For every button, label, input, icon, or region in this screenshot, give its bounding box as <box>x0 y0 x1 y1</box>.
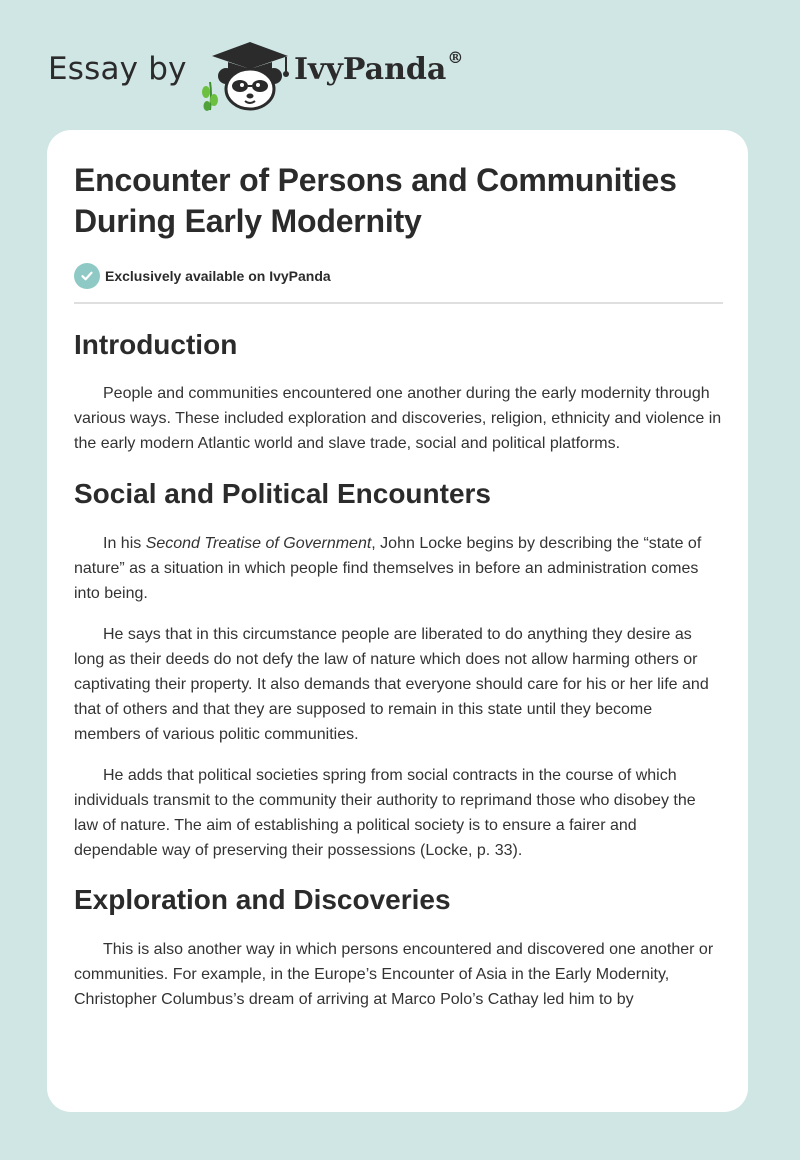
paragraph-text: , John Locke begins by describing the “state of nature” as a situation in which people find themselves in before an administration comes into being. <box>74 535 702 602</box>
book-title: Second Treatise of Government <box>145 535 372 552</box>
paragraph <box>74 531 723 606</box>
brand-name-text: IvyPanda <box>294 52 447 87</box>
paragraph-text: In his <box>103 535 146 552</box>
brand-name <box>294 48 464 87</box>
paragraph: People and communities encountered one another during the early modernity through various ways. These included exploration and discoveries, religion, ethnicity and violence in the early modern Atlantic world and slave trade, social and political platforms. <box>74 385 722 452</box>
paragraph: This is also another way in which persons encountered and discovered one another or communities. For example, in the Europe’s Encounter of Asia in the Early Modernity, Christopher Columbus’s dream of arriving at Marco Polo’s Cathay led him to by <box>74 941 714 1008</box>
registered-mark: ® <box>447 48 464 67</box>
essay-title-line-1: Encounter of Persons and Communities <box>74 162 677 198</box>
exclusive-badge-text: Exclusively available on IvyPanda <box>105 268 331 284</box>
section-heading-social-political: Social and Political Encounters <box>74 478 491 509</box>
essay-title-line-2: During Early Modernity <box>74 203 422 239</box>
paragraph: He says that in this circumstance people are liberated to do anything they desire as long as their deeds do not defy the law of nature which does not allow harming others or captivating their property. It also demands that everyone should care for his or her life and that of others and that they are supposed to remain in this state until they become members of various politic communities. <box>74 626 709 743</box>
essay-card <box>47 130 748 1112</box>
brand-header <box>48 32 508 112</box>
paragraph: He adds that political societies spring from social contracts in the course of which individuals transmit to the community their authority to reprimand those who disobey the law of nature. The aim of establishing a political society is to ensure a fairer and dependable way of preserving their possessions (Locke, p. 33). <box>74 767 696 859</box>
panda-graduate-icon <box>202 36 292 112</box>
section-heading-introduction: Introduction <box>74 329 238 360</box>
title-divider <box>74 302 723 304</box>
essay-title <box>74 160 723 242</box>
essay-content <box>74 160 723 1012</box>
section-heading-exploration: Exploration and Discoveries <box>74 884 451 915</box>
check-circle-icon <box>74 263 100 289</box>
brand-prefix: Essay by <box>48 51 187 87</box>
exclusive-badge <box>74 262 723 290</box>
